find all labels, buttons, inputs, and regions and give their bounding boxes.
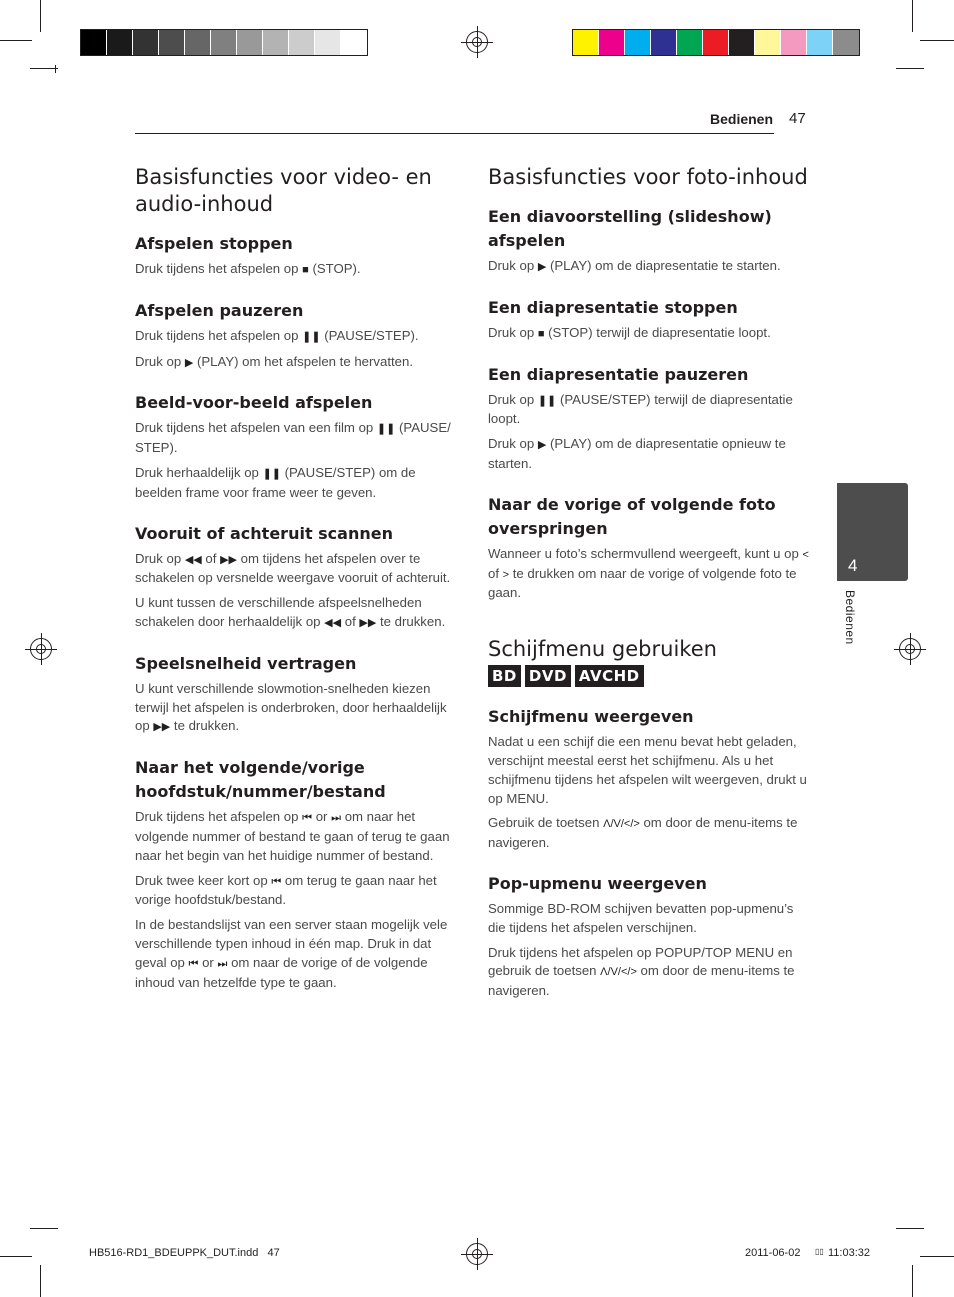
color-swatch [703, 30, 729, 55]
forward-icon: ▶▶ [153, 721, 171, 734]
stop-icon: ■ [302, 264, 309, 276]
paragraph-text: Druk tijdens het afspelen van een film op [135, 420, 377, 436]
color-swatch [237, 30, 263, 55]
color-swatch [677, 30, 703, 55]
button-icon: ⏭ [217, 957, 228, 970]
subsection-heading: Naar de vorige of volgende foto overspringen [488, 494, 776, 538]
color-swatch [341, 30, 367, 55]
paragraph-text: (PLAY) om de diapresentatie te starten. [546, 258, 781, 273]
paragraph-text: Druk op [488, 391, 538, 407]
button-icon: ⏭ [331, 812, 342, 825]
body-paragraph [135, 594, 461, 633]
stop-icon: ■ [537, 327, 545, 340]
header-rule [135, 133, 774, 134]
paragraph-text: (PLAY) om het afspelen te hervatten. [193, 353, 413, 369]
paragraph-text: (PAUSE/STEP) terwijl de diapresentatie loopt. [488, 391, 793, 427]
disc-badge-dvd: DVD [525, 665, 571, 687]
footer-date: 2011-06-02 [745, 1247, 801, 1259]
body-paragraph [488, 733, 814, 808]
color-swatch [159, 30, 185, 55]
paragraph-text: te drukken om naar de vorige of volgende foto te gaan. [488, 565, 797, 601]
paragraph-text: of [488, 565, 503, 581]
pause-icon: ❚❚ [302, 330, 321, 343]
color-swatch [599, 30, 625, 55]
color-swatch [211, 30, 237, 55]
registration-mark-icon [899, 638, 921, 660]
crop-mark [30, 68, 58, 69]
crop-mark [912, 1265, 913, 1297]
crop-mark [30, 1228, 58, 1229]
pause-icon: ❚❚ [262, 467, 281, 480]
color-swatch [651, 30, 677, 55]
color-swatch [315, 30, 341, 55]
paragraph-text: Druk herhaaldelijk op [135, 464, 263, 480]
paragraph-text: Wanneer u foto’s schermvullend weergeeft, kunt u op [488, 545, 803, 561]
crop-mark [0, 1256, 32, 1257]
button-icon: ▶▶ [220, 553, 238, 566]
chapter-label: Bedienen [843, 590, 857, 645]
disc-type-badges [488, 665, 814, 687]
paragraph-text: te drukken. [376, 613, 446, 629]
section-title-disc-menu: Schijfmenu gebruiken [488, 637, 717, 662]
arrow-keys-icons: Λ/V/</> [603, 818, 640, 831]
footer-filename: HB516-RD1_BDEUPPK_DUT.indd 47 [89, 1247, 280, 1259]
subsection-heading: Afspelen stoppen [135, 234, 293, 253]
color-swatch [755, 30, 781, 55]
paragraph-text: om naar het volgende nummer of bestand te gaan of terug te gaan naar het begin van het huidige nummer of bestand. [135, 809, 450, 863]
pause-icon: ❚❚ [537, 394, 557, 407]
paragraph-text: Druk op [488, 436, 538, 452]
paragraph-text: or [312, 809, 332, 825]
paragraph-text: om tijdens het afspelen over te schakelen op versnelde weergave vooruit of achteruit. [135, 550, 451, 586]
paragraph-text: (PAUSE/ STEP). [135, 420, 451, 456]
crop-mark [920, 40, 954, 41]
left-right-icons: < [802, 548, 809, 561]
skip-icons: ⏮ [302, 812, 313, 825]
paragraph-text: Nadat u een schijf die een menu bevat hebt geladen, verschijnt meestal eerst het schijfmenu. Als u het schijfmenu tijdens het afspelen wilt weergeven, drukt u op MENU. [488, 734, 807, 806]
left-column [135, 164, 461, 1011]
body-paragraph [135, 872, 461, 911]
paragraph-text: om door de menu-items te navigeren. [488, 963, 795, 999]
body-paragraph [135, 550, 461, 589]
color-swatch [573, 30, 599, 55]
chapter-number: 4 [848, 556, 858, 575]
subsection-heading: Schijfmenu weergeven [488, 707, 694, 727]
body-paragraph [135, 808, 461, 865]
body-paragraph [135, 680, 461, 737]
footer-time: 11:03:32 [828, 1247, 871, 1259]
color-swatch [185, 30, 211, 55]
color-swatch [289, 30, 315, 55]
subsection-heading: Een diavoorstelling (slideshow) afspelen [488, 207, 772, 250]
crop-mark [0, 40, 32, 41]
button-icon: ▶▶ [359, 616, 377, 629]
color-swatch [81, 30, 107, 55]
registration-mark-icon [466, 31, 488, 53]
button-icon: > [502, 568, 510, 581]
process-color-bar [572, 29, 860, 56]
crop-mark [55, 65, 56, 73]
color-swatch [781, 30, 807, 55]
skip-back-icon: ⏮ [271, 875, 282, 888]
paragraph-text: (PLAY) om de diapresentatie opnieuw te starten. [488, 436, 786, 471]
paragraph-text: Druk tijdens het afspelen op [135, 261, 303, 276]
section-title: Basisfuncties voor foto-inhoud [488, 165, 808, 189]
paragraph-text: Gebruik de toetsen [488, 815, 604, 831]
color-swatch [729, 30, 755, 55]
disc-badge-avchd: AVCHD [575, 665, 644, 687]
disc-badge-bd: BD [488, 665, 521, 687]
subsection-heading: Naar het volgende/vorige hoofdstuk/nummer/bestand [135, 758, 386, 802]
crop-mark [920, 1256, 954, 1257]
color-swatch [133, 30, 159, 55]
paragraph-text: om terug te gaan naar het vorige hoofdstuk/bestand. [135, 872, 437, 908]
body-paragraph [135, 327, 461, 347]
paragraph-text: Druk tijdens het afspelen op POPUP/TOP MENU en gebruik de toetsen [488, 944, 793, 979]
pause-icon: ❚❚ [376, 423, 396, 436]
color-swatch [625, 30, 651, 55]
paragraph-text: of [341, 613, 360, 629]
paragraph-text: (PAUSE/STEP). [320, 327, 419, 343]
paragraph-text: Druk op [135, 550, 185, 566]
color-swatch [807, 30, 833, 55]
subsection-heading: Een diapresentatie pauzeren [488, 364, 749, 384]
paragraph-text: Druk twee keer kort op [135, 872, 272, 888]
section-title: Basisfuncties voor video- en audio-inhoud [135, 165, 432, 216]
body-paragraph [488, 545, 814, 603]
rewind-forward-icons: ◀◀ [324, 616, 342, 629]
body-paragraph [488, 435, 814, 474]
running-header-section: Bedienen [710, 111, 774, 127]
paragraph-text: U kunt tussen de verschillende afspeelsnelheden schakelen door herhaaldelijk op [135, 595, 422, 629]
registration-mark-icon [30, 638, 52, 660]
crop-mark [40, 0, 41, 32]
body-paragraph [135, 419, 461, 458]
page-number: 47 [789, 110, 806, 127]
paragraph-text: or [198, 954, 218, 970]
paragraph-text: te drukken. [170, 718, 240, 734]
grayscale-color-bar [80, 29, 368, 56]
color-swatch [107, 30, 133, 55]
play-icon: ▶ [537, 261, 547, 273]
paragraph-text: Druk op [488, 258, 538, 273]
body-paragraph [488, 814, 814, 853]
paragraph-text: In de bestandslijst van een server staan mogelijk vele verschillende typen inhoud in één map. Druk in dat geval op [135, 917, 448, 970]
paragraph-text: Sommige BD-ROM schijven bevatten pop-upmenu’s die tijdens het afspelen verschijnen. [488, 900, 794, 935]
crop-mark [896, 1228, 924, 1229]
color-swatch [263, 30, 289, 55]
paragraph-text: (STOP). [308, 261, 361, 276]
play-icon: ▶ [537, 439, 547, 452]
subsection-heading: Pop-upmenu weergeven [488, 873, 707, 893]
body-paragraph [488, 944, 814, 1001]
crop-mark [912, 0, 913, 32]
right-column [488, 164, 814, 1020]
subsection-heading: Een diapresentatie stoppen [488, 297, 738, 317]
subsection-heading: Afspelen pauzeren [135, 300, 304, 320]
crop-mark [896, 68, 924, 69]
body-paragraph [135, 916, 461, 992]
paragraph-text: U kunt verschillende slowmotion-snelheden kiezen terwijl het afspelen is onderbroken, door herhaaldelijk op [135, 680, 447, 734]
arrow-keys-icons: Λ/V/</> [600, 966, 637, 979]
rewind-forward-icons: ◀◀ [184, 553, 202, 566]
paragraph-text: om door de menu-items te navigeren. [488, 815, 798, 851]
paragraph-text: Druk op [488, 324, 538, 340]
subsection-heading: Vooruit of achteruit scannen [135, 523, 393, 543]
color-swatch [833, 30, 859, 55]
body-paragraph [488, 391, 814, 430]
body-paragraph [135, 464, 461, 503]
paragraph-text: Druk op [135, 353, 185, 369]
paragraph-text: om naar de vorige of de volgende inhoud van hetzelfde type te gaan. [135, 954, 428, 990]
body-paragraph [135, 353, 461, 373]
paragraph-text: (PAUSE/STEP) om de beelden frame voor frame weer te geven. [135, 464, 416, 500]
paragraph-text: of [201, 550, 221, 566]
body-paragraph [488, 900, 814, 938]
footer-time-glyph: ▯▯ [815, 1247, 824, 1256]
crop-mark [40, 1265, 41, 1297]
body-paragraph [488, 257, 814, 277]
subsection-heading: Beeld-voor-beeld afspelen [135, 393, 373, 413]
registration-mark-icon [466, 1243, 488, 1265]
subsection-heading: Speelsnelheid vertragen [135, 653, 357, 673]
play-icon: ▶ [184, 356, 194, 369]
body-paragraph [488, 324, 814, 344]
paragraph-text: Druk tijdens het afspelen op [135, 327, 303, 343]
body-paragraph [135, 260, 461, 280]
paragraph-text: Druk tijdens het afspelen op [135, 809, 303, 825]
paragraph-text: (STOP) terwijl de diapresentatie loopt. [544, 324, 771, 340]
skip-icons: ⏮ [188, 957, 199, 970]
